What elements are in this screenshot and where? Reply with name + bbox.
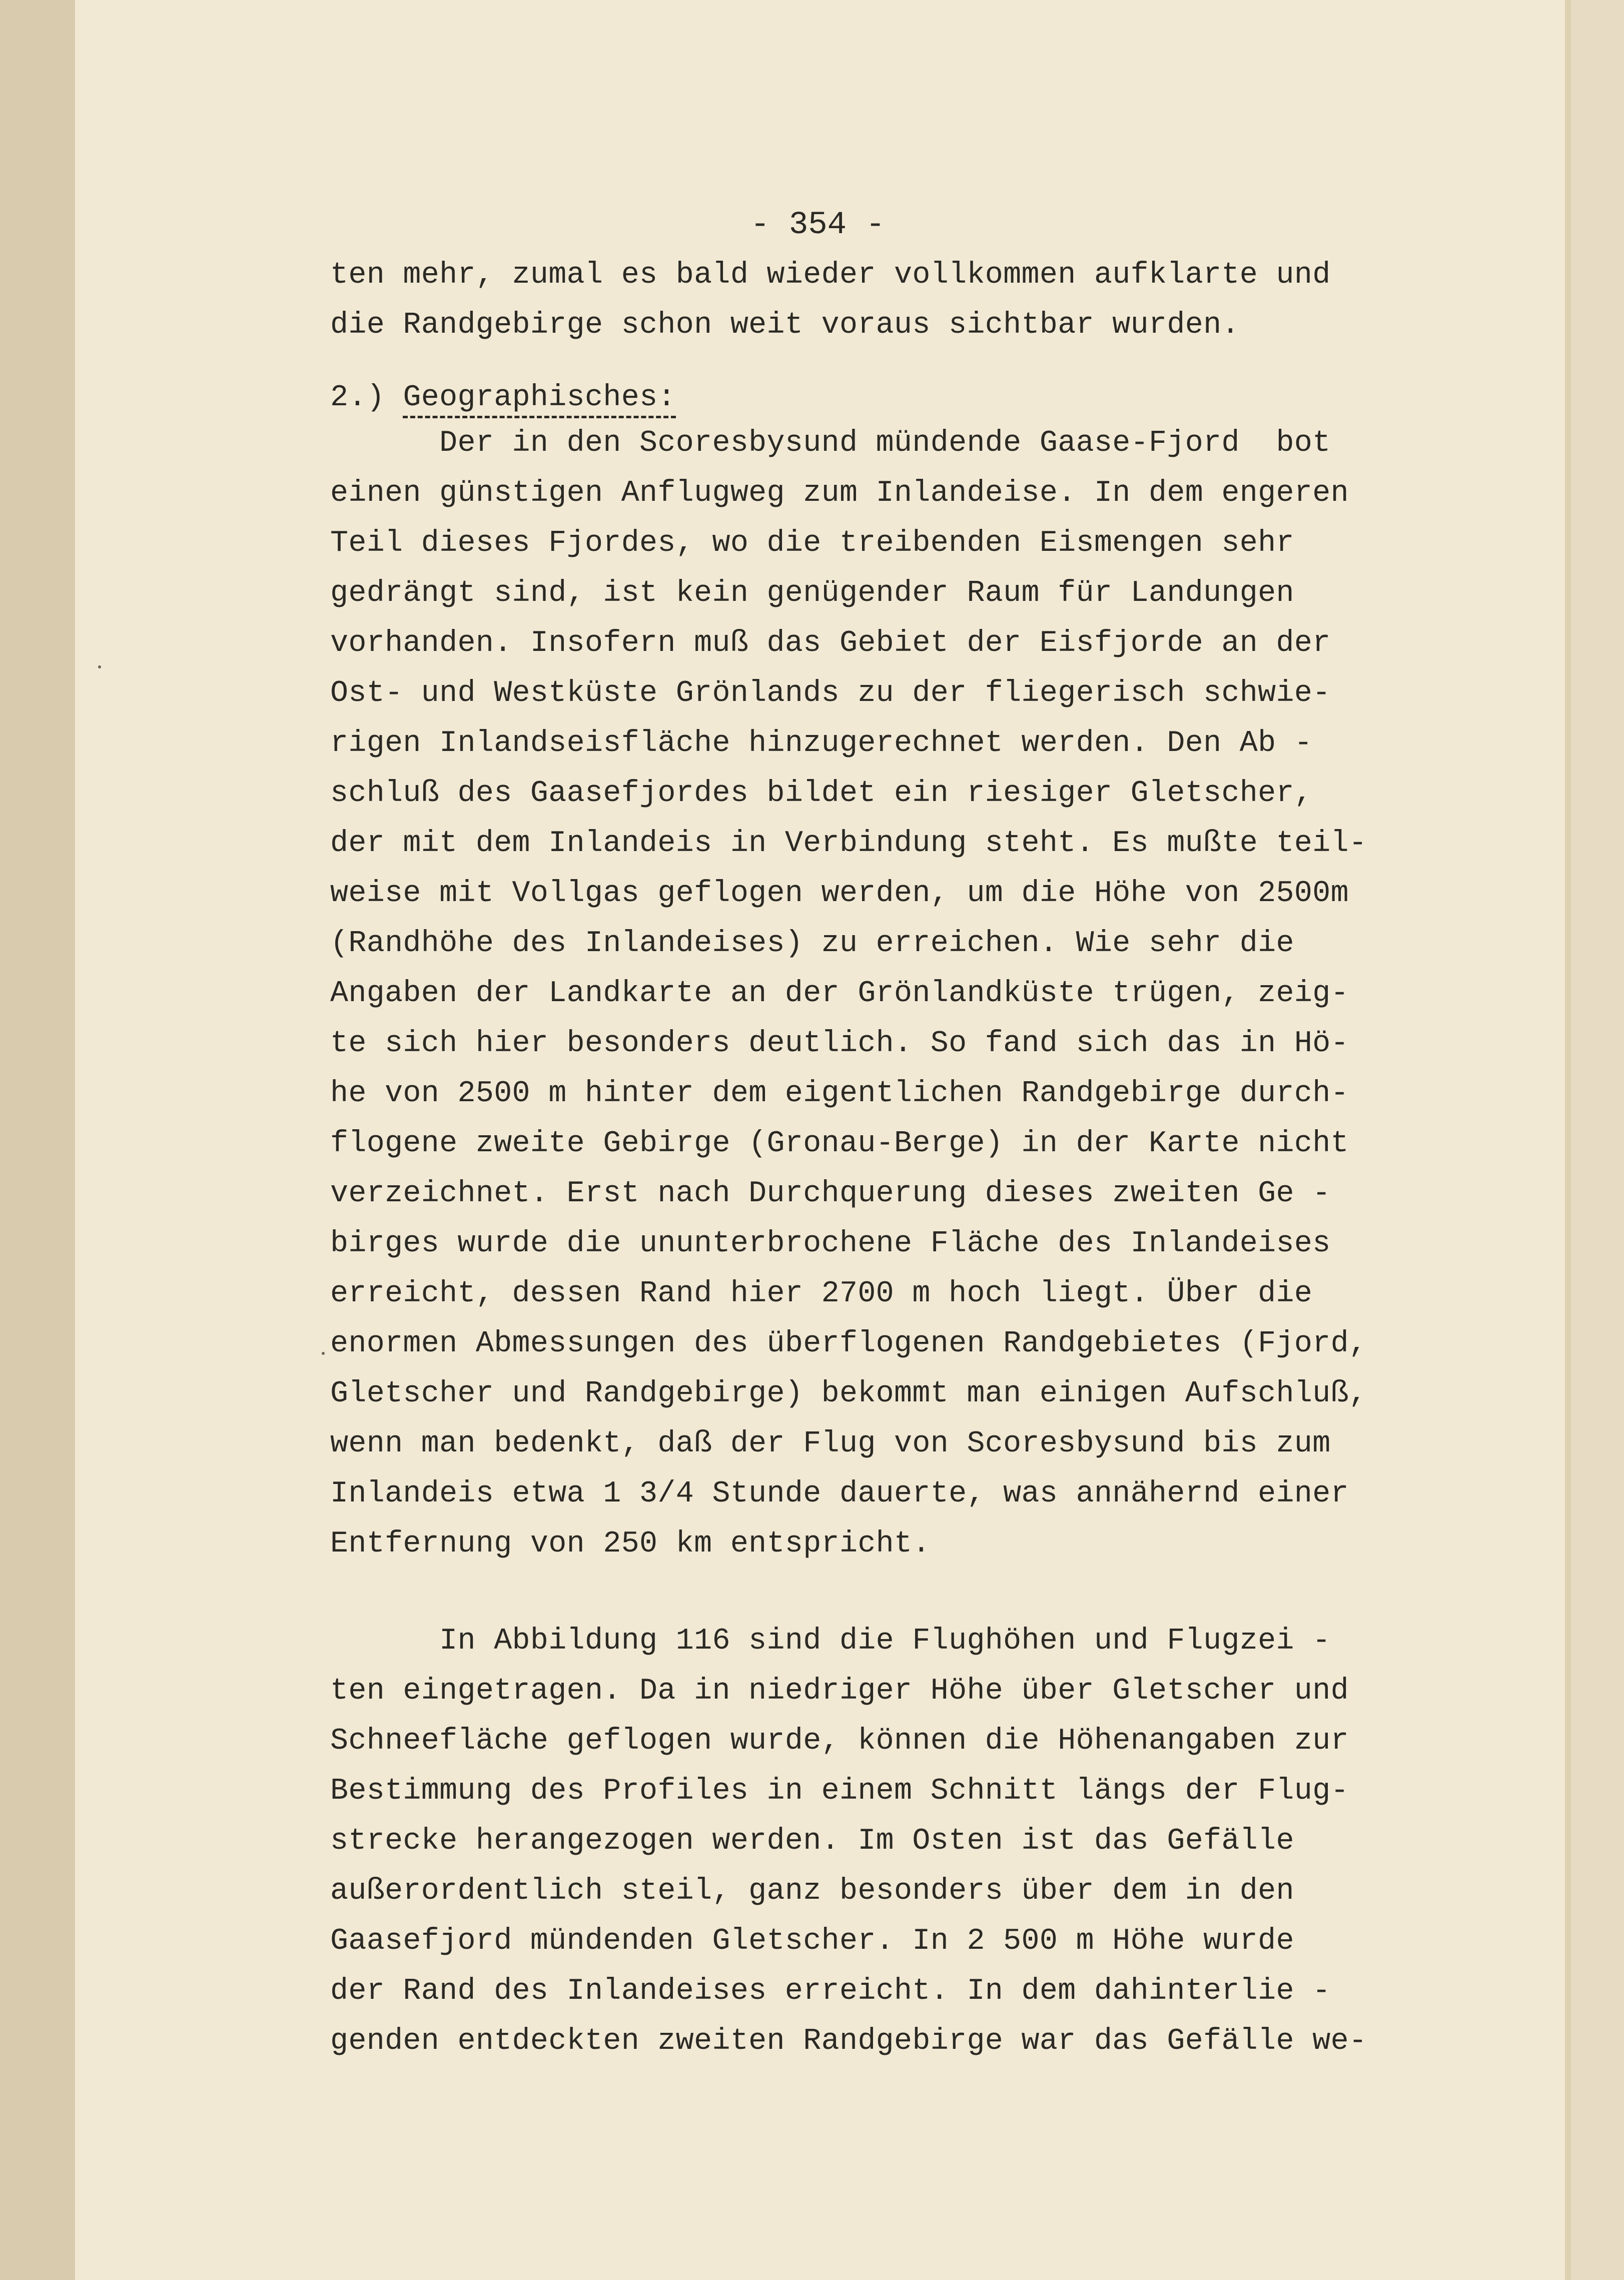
paper-speck (98, 665, 101, 668)
text-line: In Abbildung 116 sind die Flughöhen und Flugzei - (330, 1624, 1331, 1658)
text-line: rigen Inlandseisfläche hinzugerechnet werden. Den Ab - (330, 726, 1313, 761)
text-line: he von 2500 m hinter dem eigentlichen Randgebirge durch- (330, 1077, 1349, 1111)
text-line: Bestimmung des Profiles in einem Schnitt längs der Flug- (330, 1774, 1349, 1808)
text-line: der Rand des Inlandeises erreicht. In dem dahinterlie - (330, 1974, 1331, 2008)
heading-number: 2.) (330, 381, 403, 415)
text-line: erreicht, dessen Rand hier 2700 m hoch liegt. Über die (330, 1277, 1313, 1311)
text-line: weise mit Vollgas geflogen werden, um die Höhe von 2500m (330, 877, 1349, 911)
text-line: Gaasefjord mündenden Gletscher. In 2 500 m Höhe wurde (330, 1924, 1294, 1958)
text-line: die Randgebirge schon weit voraus sichtbar wurden. (330, 308, 1240, 342)
text-line: te sich hier besonders deutlich. So fand sich das in Hö- (330, 1027, 1349, 1061)
text-line: enormen Abmessungen des überflogenen Randgebietes (Fjord, (330, 1327, 1367, 1361)
text-line: birges wurde die ununterbrochene Fläche des Inlandeises (330, 1227, 1331, 1261)
text-line: vorhanden. Insofern muß das Gebiet der Eisfjorde an der (330, 626, 1331, 660)
heading-title: Geographisches: (403, 381, 675, 418)
text-line: außerordentlich steil, ganz besonders über dem in den (330, 1874, 1294, 1908)
text-line: wenn man bedenkt, daß der Flug von Scoresbysund bis zum (330, 1427, 1331, 1461)
text-line: Angaben der Landkarte an der Grönlandküste trügen, zeig- (330, 977, 1349, 1011)
text-line: (Randhöhe des Inlandeises) zu erreichen. Wie sehr die (330, 927, 1294, 961)
text-line: ten mehr, zumal es bald wieder vollkommen aufklarte und (330, 258, 1331, 292)
text-line: ten eingetragen. Da in niedriger Höhe über Gletscher und (330, 1674, 1349, 1708)
text-line: Entfernung von 250 km entspricht. (330, 1527, 931, 1561)
text-line: schluß des Gaasefjordes bildet ein riesiger Gletscher, (330, 777, 1313, 811)
text-line: einen günstigen Anflugweg zum Inlandeise. In dem engeren (330, 476, 1349, 510)
text-line: genden entdeckten zweiten Randgebirge war das Gefälle we- (330, 2024, 1367, 2058)
text-line: gedrängt sind, ist kein genügender Raum für Landungen (330, 576, 1294, 610)
text-line: Teil dieses Fjordes, wo die treibenden Eismengen sehr (330, 526, 1294, 560)
text-line: Schneefläche geflogen wurde, können die Höhenangaben zur (330, 1724, 1349, 1758)
text-line: strecke herangezogen werden. Im Osten ist das Gefälle (330, 1824, 1294, 1858)
text-line: Inlandeis etwa 1 3/4 Stunde dauerte, was annähernd einer (330, 1477, 1349, 1511)
scan-background-right (1571, 0, 1624, 2280)
text-line: der mit dem Inlandeis in Verbindung steht. Es mußte teil- (330, 827, 1367, 861)
section-heading (330, 373, 676, 423)
text-line: Der in den Scoresbysund mündende Gaase-Fjord bot (330, 426, 1331, 460)
text-line: flogene zweite Gebirge (Gronau-Berge) in der Karte nicht (330, 1127, 1349, 1161)
page-number: - 354 - (750, 207, 885, 243)
text-line: Gletscher und Randgebirge) bekommt man einigen Aufschluß, (330, 1377, 1367, 1411)
text-line: verzeichnet. Erst nach Durchquerung dieses zweiten Ge - (330, 1177, 1331, 1211)
paper-edge (1565, 0, 1571, 2280)
paper-speck (322, 1352, 325, 1355)
text-line: Ost- und Westküste Grönlands zu der fliegerisch schwie- (330, 676, 1331, 710)
